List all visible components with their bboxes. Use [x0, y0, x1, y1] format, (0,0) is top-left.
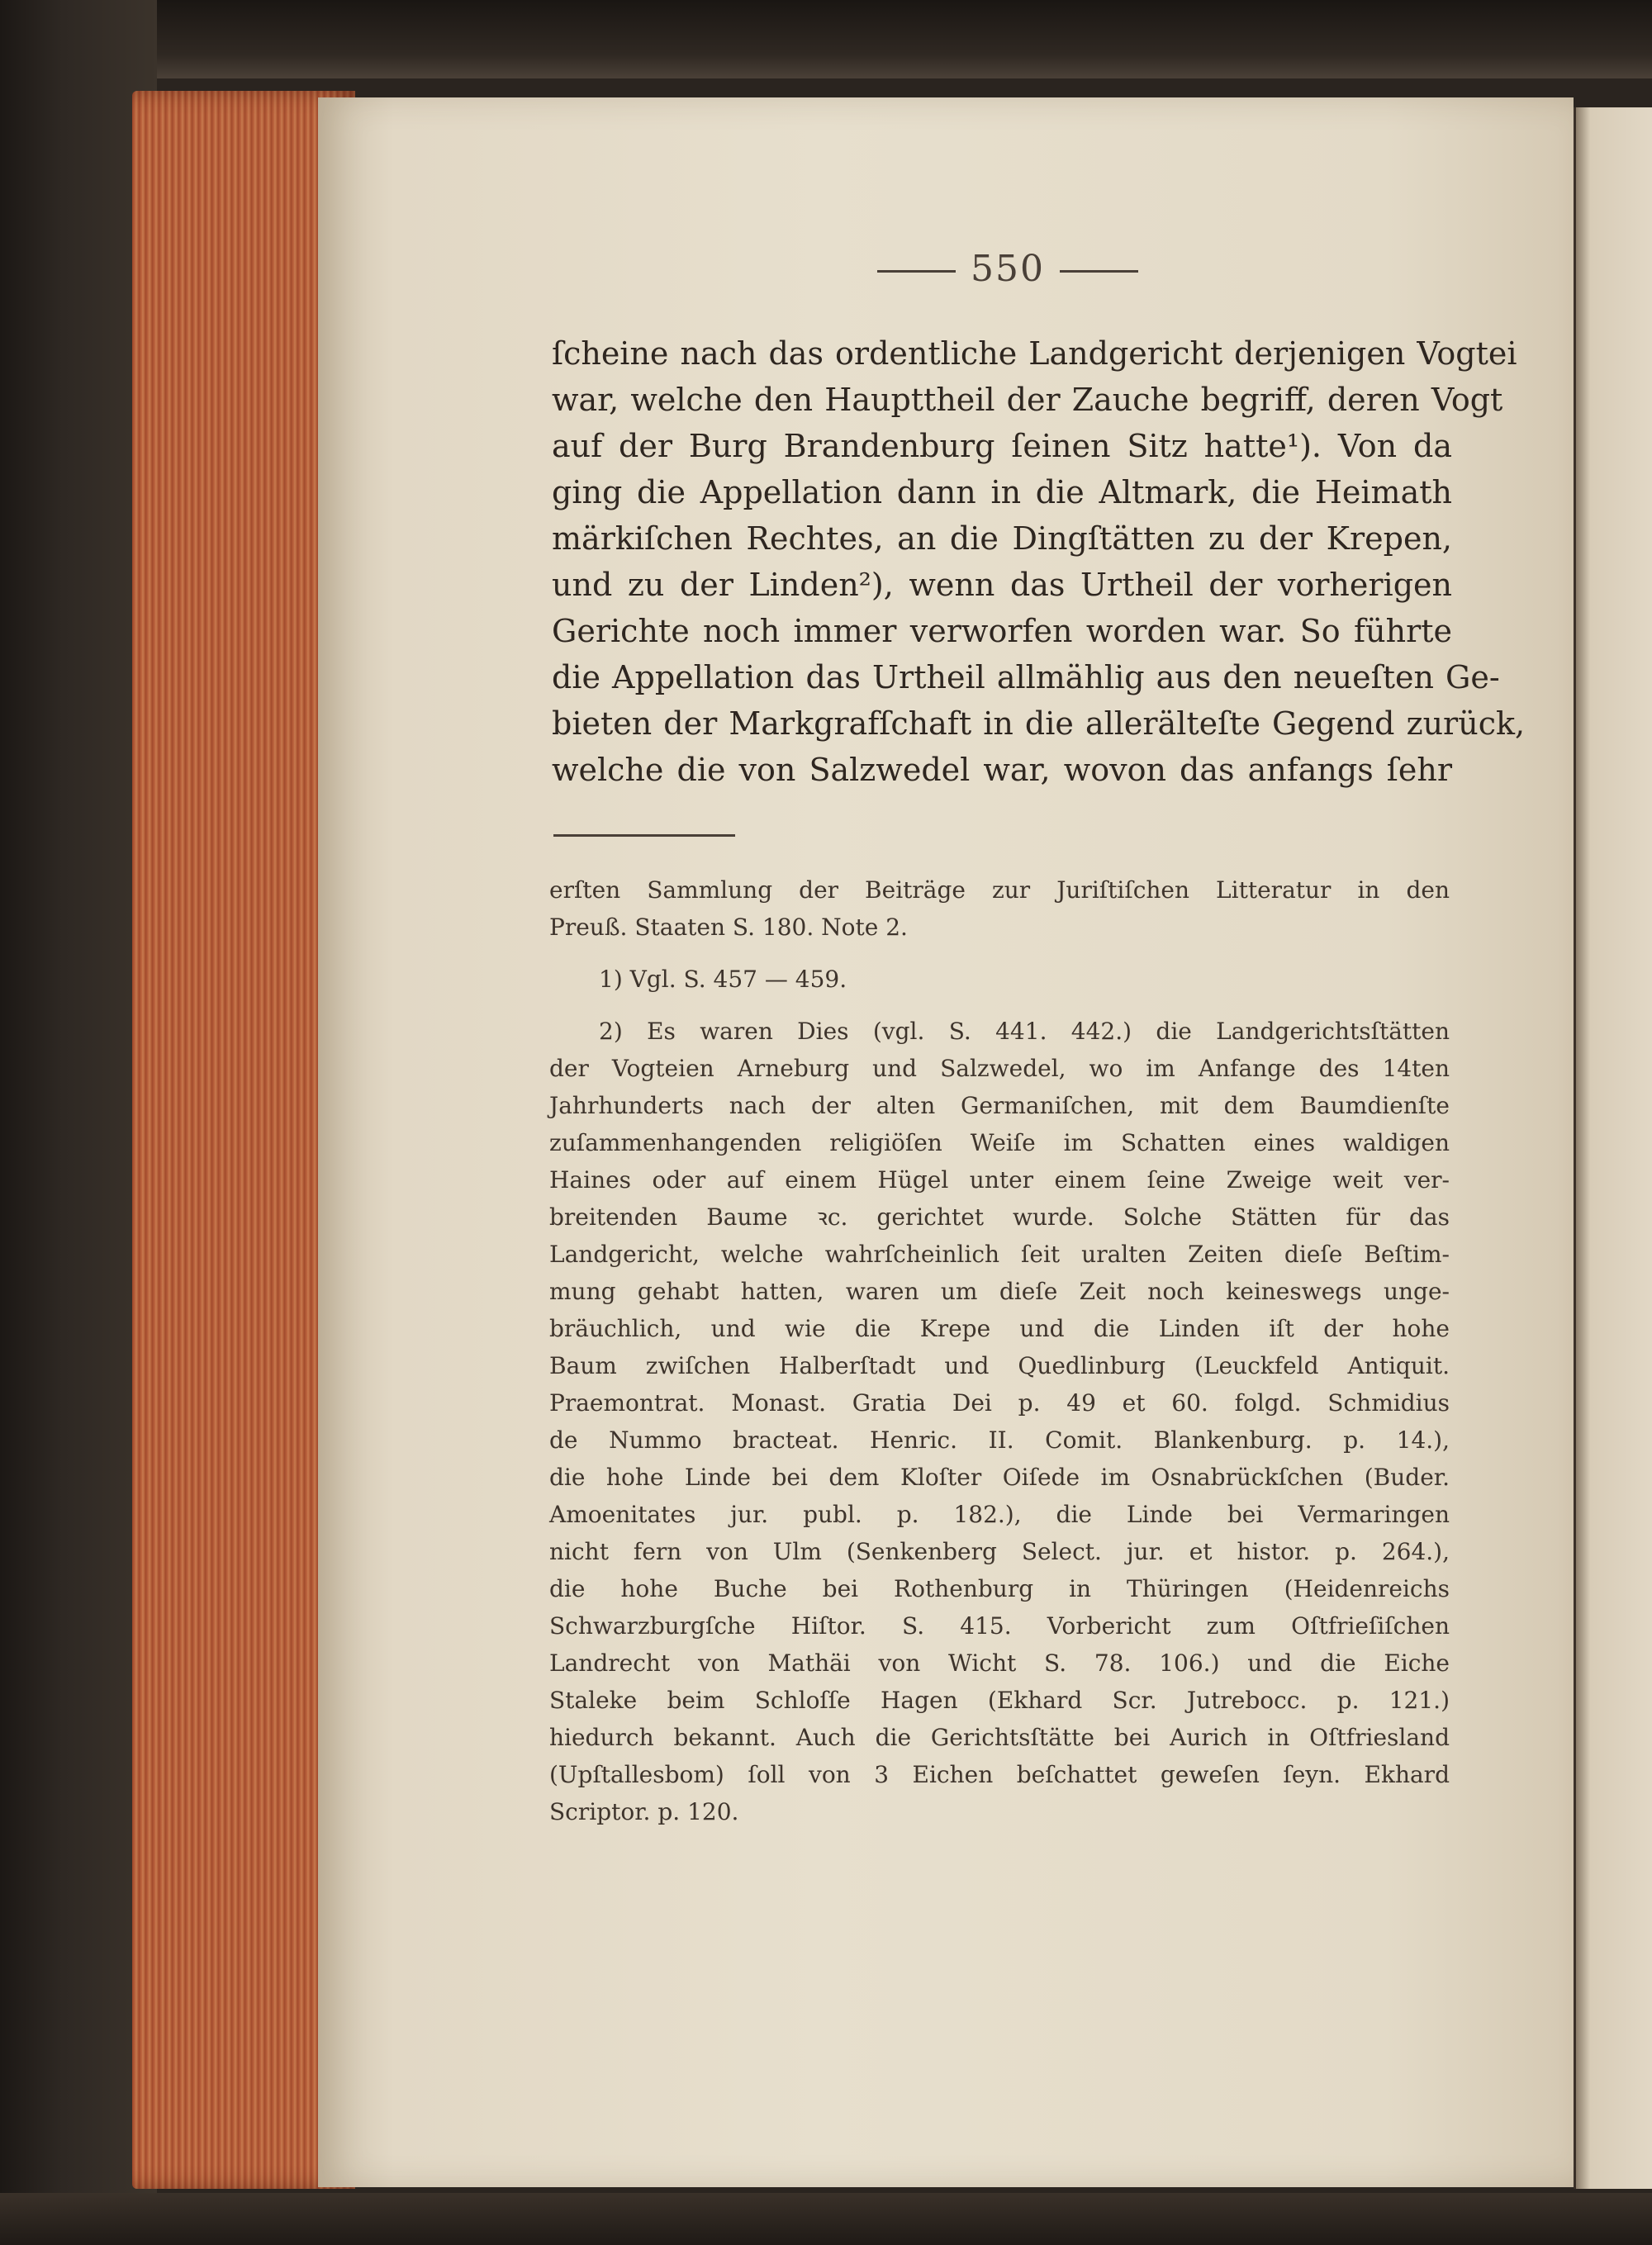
footnote-2-line: Jahrhunderts nach der alten Germaniſchen, mit dem Baumdienſte	[549, 1092, 1450, 1119]
book-cover-bottom	[0, 2193, 1652, 2245]
footnote-1: 1) Vgl. S. 457 — 459.	[599, 966, 847, 993]
main-text-line: ging die Appellation dann in die Altmark, die Heimath	[552, 474, 1452, 510]
footnote-2-line: de Nummo bracteat. Henric. II. Comit. Blankenburg. p. 14.),	[549, 1426, 1450, 1454]
footnote-separator	[553, 834, 735, 837]
footnote-2-line: bräuchlich, und wie die Krepe und die Linden iſt der hohe	[549, 1315, 1450, 1342]
facing-page-edge	[1574, 107, 1652, 2189]
main-text-block	[552, 330, 1526, 793]
footnote-2-line: hiedurch bekannt. Auch die Gerichtsſtätte bei Aurich in Oſtfriesland	[549, 1724, 1450, 1751]
main-text-line: ſcheine nach das ordentliche Landgericht derjenigen Vogtei	[552, 335, 1517, 372]
footnote-2-line: Baum zwiſchen Halberſtadt und Quedlinburg (Leuckfeld Antiquit.	[549, 1352, 1450, 1379]
footnote-2-line: die hohe Buche bei Rothenburg in Thüringen (Heidenreichs	[549, 1575, 1450, 1602]
main-text-line: auf der Burg Brandenburg ſeinen Sitz hatte¹). Von da	[552, 428, 1452, 464]
footnote-2-line: Staleke beim Schloſſe Hagen (Ekhard Scr. Jutrebocc. p. 121.)	[549, 1687, 1450, 1714]
main-text-line: welche die von Salzwedel war, wovon das anfangs ſehr	[552, 752, 1452, 788]
main-text-line: und zu der Linden²), wenn das Urtheil der vorherigen	[552, 567, 1452, 603]
footnote-2-line: mung gehabt hatten, waren um dieſe Zeit noch keineswegs unge-	[549, 1278, 1450, 1305]
page-number: 550	[859, 248, 1156, 290]
footnote-2-line: der Vogteien Arneburg und Salzwedel, wo im Anfange des 14ten	[549, 1055, 1450, 1082]
footnotes-block	[549, 871, 1450, 1830]
footnote-2-line: Schwarzburgſche Hiſtor. S. 415. Vorbericht zum Oſtfrieſiſchen	[549, 1612, 1450, 1640]
footnote-continuation-line: Preuß. Staaten S. 180. Note 2.	[549, 914, 908, 941]
main-text-line: die Appellation das Urtheil allmählig aus den neueſten Ge-	[552, 659, 1500, 695]
footnote-2-line: (Upſtallesbom) ſoll von 3 Eichen beſchattet geweſen ſeyn. Ekhard	[549, 1761, 1450, 1788]
main-text-line: Gerichte noch immer verworfen worden war. So führte	[552, 613, 1452, 649]
footnote-2-line: Praemontrat. Monast. Gratia Dei p. 49 et 60. folgd. Schmidius	[549, 1389, 1450, 1417]
footnote-2-line: Scriptor. p. 120.	[549, 1798, 739, 1825]
footnote-2-line: nicht fern von Ulm (Senkenberg Select. jur. et histor. p. 264.),	[549, 1538, 1450, 1565]
main-text-line: bieten der Markgrafſchaft in die allerälteſte Gegend zurück,	[552, 705, 1526, 742]
book-cover-top	[0, 0, 1652, 78]
footnote-2-line: zuſammenhangenden religiöſen Weiſe im Schatten eines waldigen	[549, 1129, 1450, 1156]
footnote-continuation-line: erſten Sammlung der Beiträge zur Juriſtiſchen Litteratur in den	[549, 876, 1450, 904]
main-text-line: märkiſchen Rechtes, an die Dingſtätten zu der Krepen,	[552, 520, 1452, 557]
footnote-2-line: Amoenitates jur. publ. p. 182.), die Linde bei Vermaringen	[549, 1501, 1450, 1528]
footnote-2-line: Haines oder auf einem Hügel unter einem ſeine Zweige weit ver-	[549, 1166, 1450, 1194]
footnote-2-line: die hohe Linde bei dem Kloſter Oiſede im Osnabrückſchen (Buder.	[549, 1464, 1450, 1491]
main-text-line: war, welche den Haupttheil der Zauche begriff, deren Vogt	[552, 382, 1503, 418]
footnote-2-line: Landrecht von Mathäi von Wicht S. 78. 106.) und die Eiche	[549, 1649, 1450, 1677]
footnote-2-line: 2) Es waren Dies (vgl. S. 441. 442.) die Landgerichtsſtätten	[599, 1018, 1450, 1045]
footnote-2-line: breitenden Baume ꝛc. gerichtet wurde. Solche Stätten für das	[549, 1203, 1450, 1231]
footnote-2-line: Landgericht, welche wahrſcheinlich ſeit uralten Zeiten dieſe Beſtim-	[549, 1241, 1450, 1268]
